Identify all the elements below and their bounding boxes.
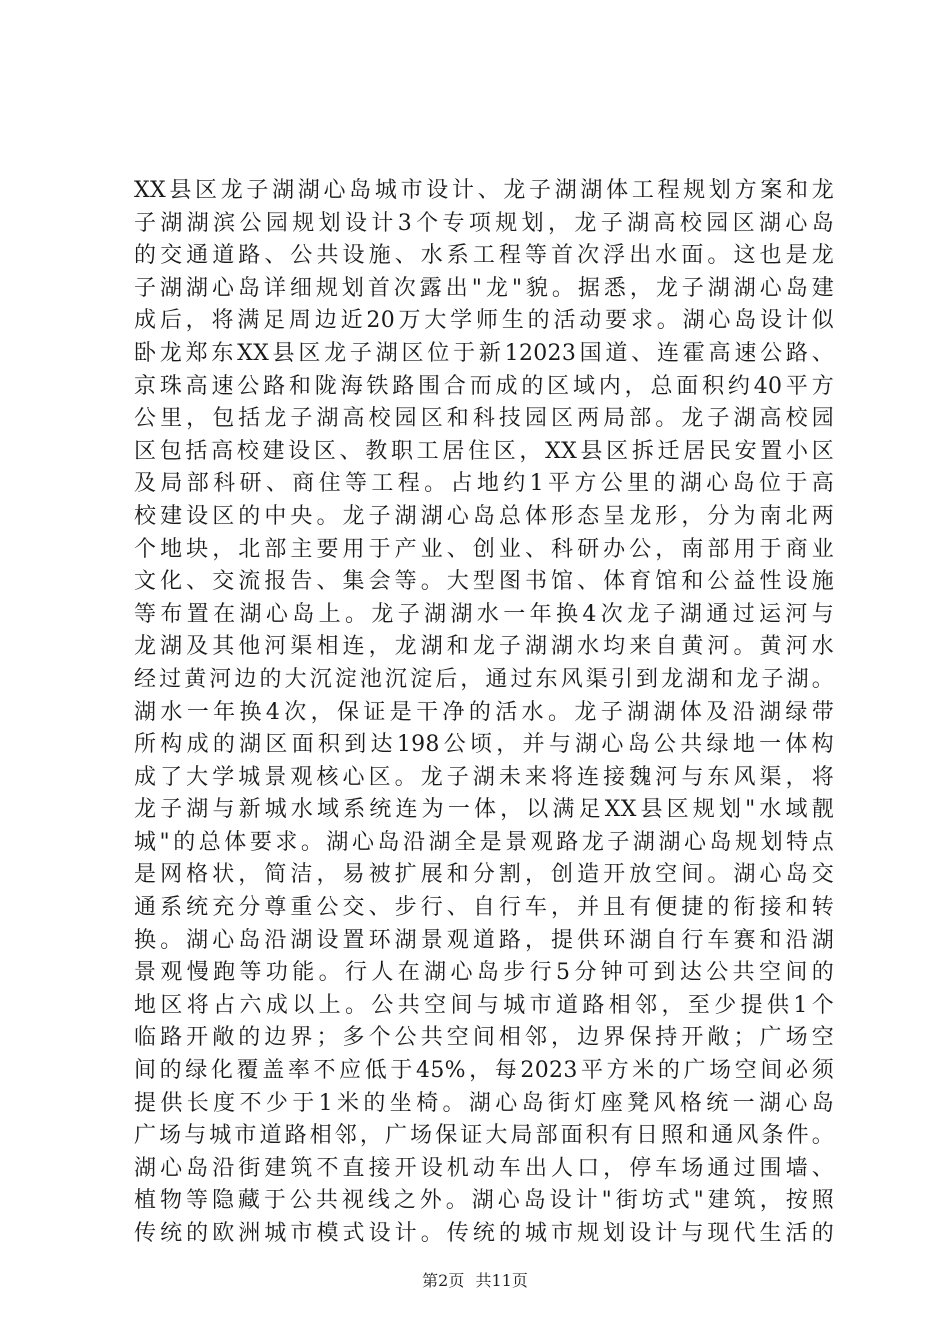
text-line: 植物等隐藏于公共视线之外。湖心岛设计"街坊式"建筑，按照 xyxy=(134,1188,834,1214)
text-line: 城"的总体要求。湖心岛沿湖全是景观路龙子湖湖心岛规划特点 xyxy=(134,829,834,855)
text-line: 通系统充分尊重公交、步行、自行车，并且有便捷的衔接和转 xyxy=(134,895,834,921)
text-line: 公里，包括龙子湖高校园区和科技园区两局部。龙子湖高校园 xyxy=(134,406,834,432)
text-line: 湖水一年换4次，保证是干净的活水。龙子湖湖体及沿湖绿带 xyxy=(134,699,834,725)
text-line: 提供长度不少于1米的坐椅。湖心岛街灯座凳风格统一湖心岛 xyxy=(134,1090,834,1116)
page-total: 共11页 xyxy=(475,1271,528,1290)
text-line: 广场与城市道路相邻，广场保证大局部面积有日照和通风条件。 xyxy=(134,1123,834,1149)
text-line: 所构成的湖区面积到达198公顷，并与湖心岛公共绿地一体构 xyxy=(134,732,834,758)
text-line: 地区将占六成以上。公共空间与城市道路相邻，至少提供1个 xyxy=(134,992,834,1018)
text-line: 区包括高校建设区、教职工居住区，XX县区拆迁居民安置小区 xyxy=(134,438,834,464)
text-line: XX县区龙子湖湖心岛城市设计、龙子湖湖体工程规划方案和龙 xyxy=(134,178,834,203)
text-line: 成后，将满足周边近20万大学师生的活动要求。湖心岛设计似 xyxy=(134,308,834,334)
text-line: 子湖湖心岛详细规划首次露出"龙"貌。据悉，龙子湖湖心岛建 xyxy=(134,275,834,301)
text-line: 临路开敞的边界；多个公共空间相邻，边界保持开敞；广场空 xyxy=(134,1025,834,1051)
text-line: 成了大学城景观核心区。龙子湖未来将连接魏河与东风渠，将 xyxy=(134,764,834,790)
text-line: 龙湖及其他河渠相连，龙湖和龙子湖湖水均来自黄河。黄河水 xyxy=(134,634,834,660)
page-footer xyxy=(0,1268,950,1291)
text-line: 子湖湖滨公园规划设计3个专项规划，龙子湖高校园区湖心岛 xyxy=(134,210,834,236)
text-line: 龙子湖与新城水域系统连为一体，以满足XX县区规划"水域靓 xyxy=(134,797,834,823)
page-number: 第2页 xyxy=(422,1271,465,1290)
text-line: 的交通道路、公共设施、水系工程等首次浮出水面。这也是龙 xyxy=(134,243,834,269)
text-line: 间的绿化覆盖率不应低于45%，每2023平方米的广场空间必须 xyxy=(134,1058,834,1084)
text-line: 及局部科研、商住等工程。占地约1平方公里的湖心岛位于高 xyxy=(134,471,834,497)
text-line: 文化、交流报告、集会等。大型图书馆、体育馆和公益性设施 xyxy=(134,569,834,595)
text-line: 是网格状，简洁，易被扩展和分割，创造开放空间。湖心岛交 xyxy=(134,862,834,888)
text-line: 经过黄河边的大沉淀池沉淀后，通过东风渠引到龙湖和龙子湖。 xyxy=(134,666,834,692)
text-line: 等布置在湖心岛上。龙子湖湖水一年换4次龙子湖通过运河与 xyxy=(134,601,834,627)
text-line: 传统的欧洲城市模式设计。传统的城市规划设计与现代生活的 xyxy=(134,1221,834,1246)
text-line: 卧龙郑东XX县区龙子湖区位于新12023国道、连霍高速公路、 xyxy=(134,340,834,366)
text-line: 个地块，北部主要用于产业、创业、科研办公，南部用于商业 xyxy=(134,536,834,562)
text-line: 京珠高速公路和陇海铁路围合而成的区域内，总面积约40平方 xyxy=(134,373,834,399)
text-line: 校建设区的中央。龙子湖湖心岛总体形态呈龙形，分为南北两 xyxy=(134,503,834,529)
text-line: 湖心岛沿街建筑不直接开设机动车出人口，停车场通过围墙、 xyxy=(134,1155,834,1181)
text-line: 换。湖心岛沿湖设置环湖景观道路，提供环湖自行车赛和沿湖 xyxy=(134,927,834,953)
text-line: 景观慢跑等功能。行人在湖心岛步行5分钟可到达公共空间的 xyxy=(134,960,834,986)
body-text xyxy=(134,175,834,1251)
